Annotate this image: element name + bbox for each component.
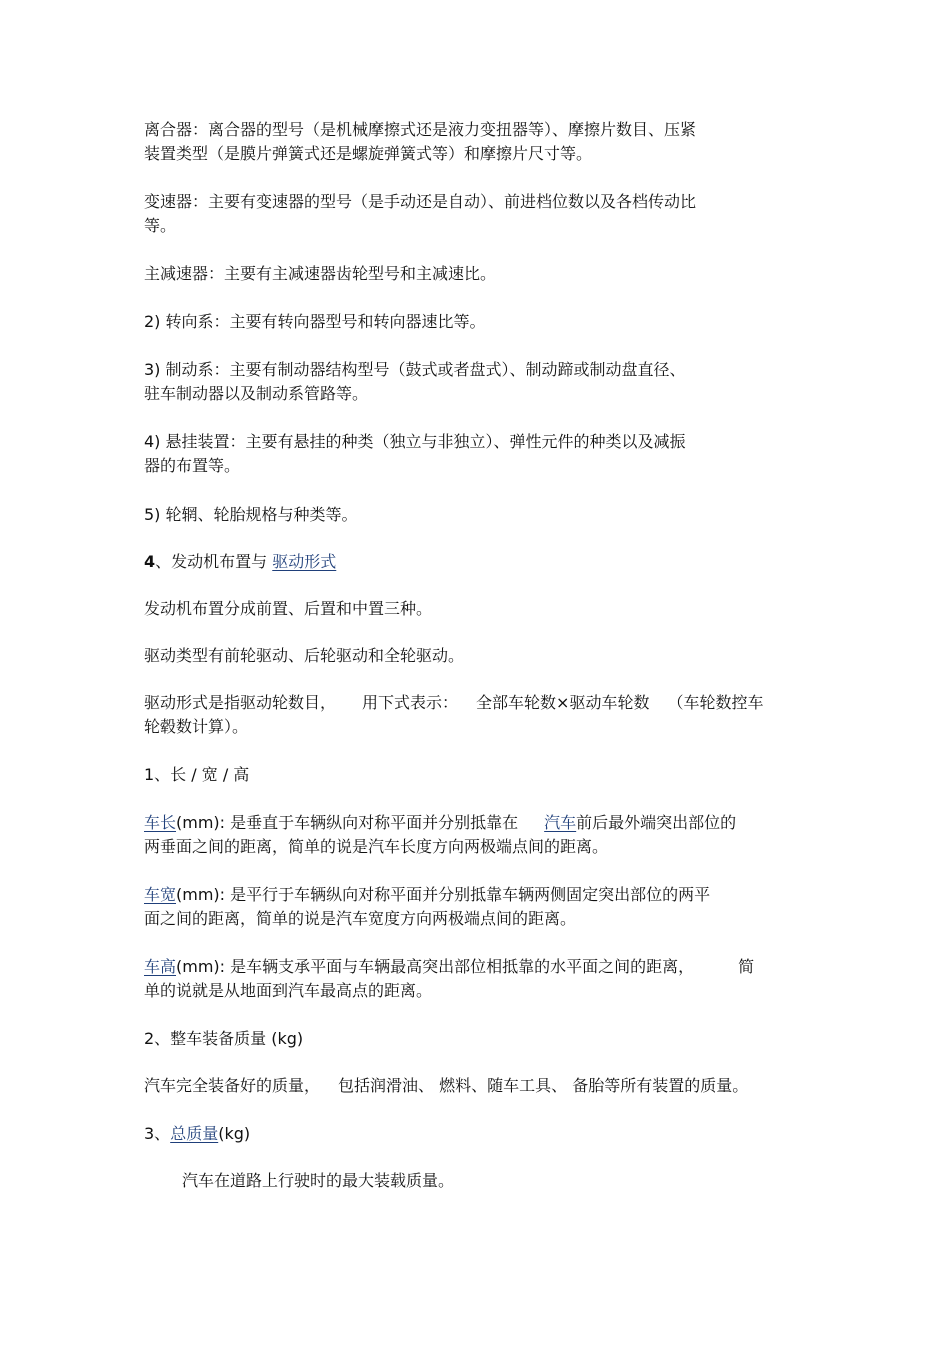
- text-segment: (mm): 是平行于车辆纵向对称平面并分别抵靠车辆两侧固定突出部位的两平: [176, 885, 711, 904]
- text-line: 装置类型（是膜片弹簧式还是螺旋弹簧式等）和摩擦片尺寸等。: [144, 144, 593, 163]
- text-line: 主减速器：主要有主减速器齿轮型号和主减速比。: [144, 264, 497, 283]
- text-segment: 前后最外端突出部位的: [576, 813, 737, 832]
- drive-form-link[interactable]: 驱动形式: [272, 552, 337, 571]
- text-line: 2、整车装备质量 (kg): [144, 1029, 304, 1048]
- width-link[interactable]: 车宽: [144, 885, 177, 904]
- width-paragraph: [144, 883, 809, 931]
- text-line: 器的布置等。: [144, 456, 241, 475]
- text-line: 离合器：离合器的型号（是机械摩擦式还是液力变扭器等）、摩擦片数目、压紧: [144, 120, 697, 139]
- height-link[interactable]: 车高: [144, 957, 177, 976]
- text-segment: (mm): 是垂直于车辆纵向对称平面并分别抵靠在: [176, 813, 519, 832]
- section-heading-dimensions: [144, 763, 809, 787]
- text-line: 1、长 / 宽 / 高: [144, 765, 250, 784]
- text-segment: 用下式表示：: [362, 693, 459, 712]
- length-paragraph: [144, 811, 809, 859]
- text-line: 等。: [144, 216, 177, 235]
- text-segment: (mm): 是车辆支承平面与车辆最高突出部位相抵靠的水平面之间的距离，: [176, 957, 695, 976]
- heading-text: 、发动机布置与: [155, 552, 268, 571]
- engine-layout-paragraph: [144, 597, 809, 621]
- text-line: 汽车在道路上行驶时的最大装载质量。: [182, 1171, 455, 1190]
- suspension-paragraph: [144, 430, 809, 478]
- text-segment: （车轮数控车: [667, 693, 764, 712]
- heading-number: 3、: [144, 1124, 171, 1143]
- clutch-paragraph: [144, 118, 809, 166]
- text-line: 单的说就是从地面到汽车最高点的距离。: [144, 981, 433, 1000]
- text-line: 发动机布置分成前置、后置和中置三种。: [144, 599, 433, 618]
- text-segment: 汽车完全装备好的质量，: [144, 1076, 321, 1095]
- height-paragraph: [144, 955, 809, 1003]
- length-link[interactable]: 车长: [144, 813, 177, 832]
- text-line: 面之间的距离，简单的说是汽车宽度方向两极端点间的距离。: [144, 909, 577, 928]
- gearbox-paragraph: [144, 190, 809, 238]
- total-mass-paragraph: [182, 1169, 802, 1193]
- text-line: 5) 轮辋、轮胎规格与种类等。: [144, 505, 358, 524]
- text-line: 2) 转向系：主要有转向器型号和转向器速比等。: [144, 312, 486, 331]
- text-line: 3) 制动系：主要有制动器结构型号（鼓式或者盘式）、制动蹄或制动盘直径、: [144, 360, 686, 379]
- text-segment: 驱动形式是指驱动轮数目，: [144, 693, 337, 712]
- text-line: 轮毂数计算）。: [144, 717, 249, 736]
- text-line: 驱动类型有前轮驱动、后轮驱动和全轮驱动。: [144, 646, 465, 665]
- wheel-paragraph: [144, 503, 809, 527]
- drive-type-paragraph: [144, 644, 809, 668]
- heading-unit: (kg): [218, 1124, 251, 1143]
- drive-form-paragraph: [144, 691, 809, 739]
- curb-mass-paragraph: [144, 1074, 809, 1098]
- total-mass-link[interactable]: 总质量: [170, 1124, 219, 1143]
- text-line: 驻车制动器以及制动系管路等。: [144, 384, 369, 403]
- text-segment: 简: [738, 957, 755, 976]
- final-drive-paragraph: [144, 262, 809, 286]
- text-segment: 全部车轮数×驱动车轮数: [476, 693, 650, 712]
- section-heading-curb-mass: [144, 1027, 809, 1051]
- steering-paragraph: [144, 310, 809, 334]
- section-heading-drive: [144, 550, 809, 574]
- brake-paragraph: [144, 358, 809, 406]
- text-segment: 包括润滑油、 燃料、随车工具、 备胎等所有装置的质量。: [338, 1076, 749, 1095]
- text-line: 两垂面之间的距离，简单的说是汽车长度方向两极端点间的距离。: [144, 837, 609, 856]
- text-line: 4) 悬挂装置：主要有悬挂的种类（独立与非独立）、弹性元件的种类以及减振: [144, 432, 686, 451]
- text-line: 变速器：主要有变速器的型号（是手动还是自动）、前进档位数以及各档传动比: [144, 192, 697, 211]
- heading-number: 4: [144, 552, 156, 571]
- section-heading-total-mass: [144, 1122, 809, 1146]
- car-link[interactable]: 汽车: [544, 813, 577, 832]
